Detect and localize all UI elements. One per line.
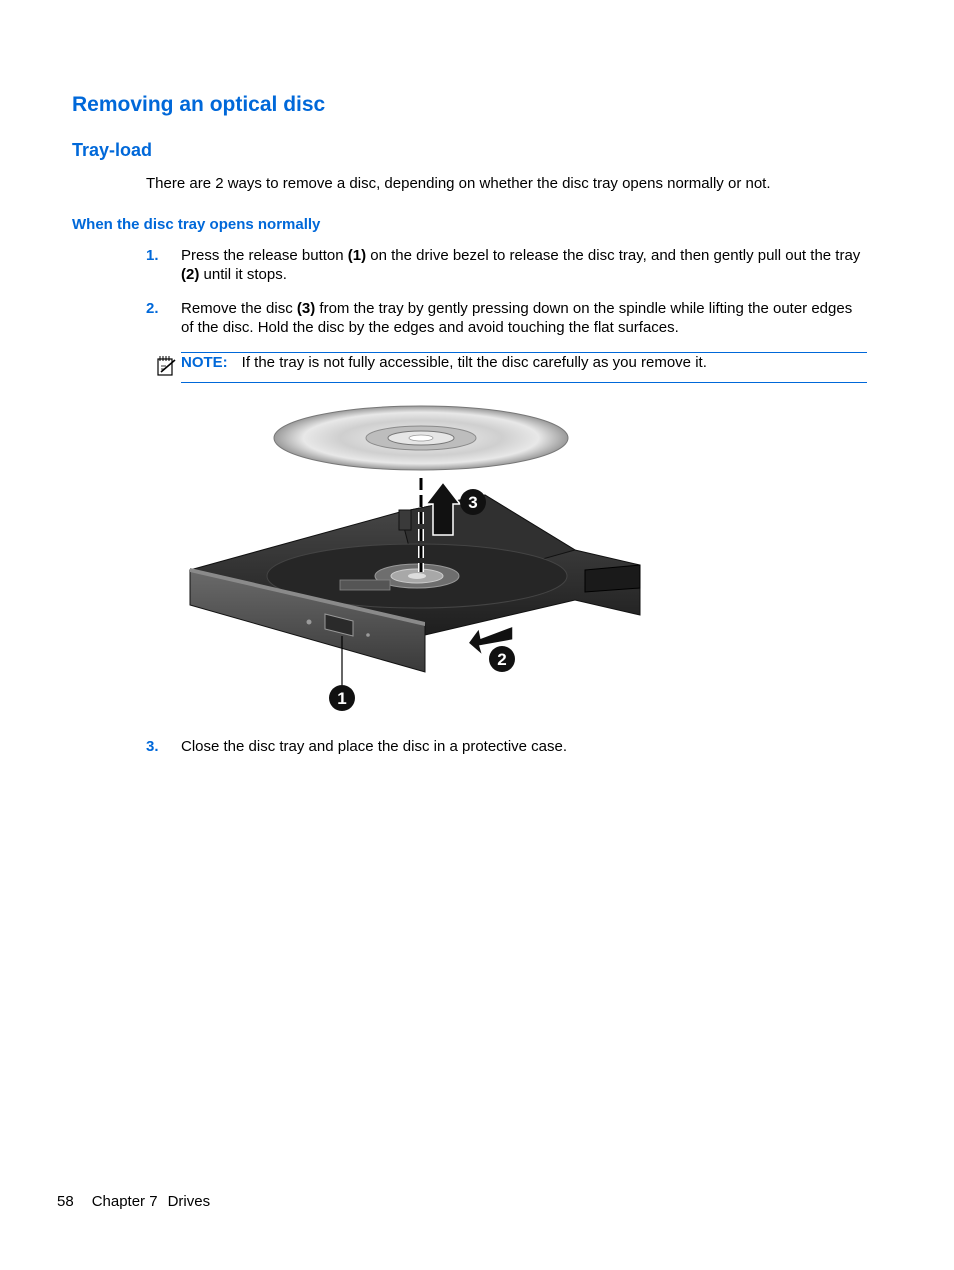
chapter-title: Drives [167,1193,211,1210]
intro-paragraph: There are 2 ways to remove a disc, depending on whether the disc tray opens normally or not. [146,175,771,192]
led-indicator [307,620,312,625]
procedure-title: When the disc tray opens normally [72,216,321,233]
disc [274,406,568,470]
optical-drive-illustration [185,400,647,716]
callout-3 [460,489,486,515]
page-number: 58 [57,1193,74,1210]
step-1 [146,246,866,284]
step-number: 2. [146,300,159,317]
svg-text:2: 2 [497,650,507,669]
page-footer [57,1192,228,1211]
svg-text:1: 1 [337,689,347,708]
step-number: 3. [146,738,159,755]
step-text: Remove the disc (3) from the tray by gently pressing down on the spindle while lifting the outer edges of the disc. Hold the disc by the edges and avoid touching the flat surfaces. [181,300,853,336]
step-number: 1. [146,247,159,264]
svg-text:3: 3 [468,493,478,512]
note-pencil-icon [156,355,178,377]
chapter-label: Chapter 7 [91,1193,158,1210]
callout-1 [329,685,355,711]
note-box [181,353,861,372]
section-subtitle: Tray-load [72,140,153,160]
step-text: Press the release button (1) on the drive bezel to release the disc tray, and then gently pull out the tray (2) until it stops. [181,247,861,283]
note-text: If the tray is not fully accessible, tilt the disc carefully as you remove it. [241,354,707,371]
page-title: Removing an optical disc [72,93,326,116]
step-3 [146,737,866,756]
note-bottom-rule [181,382,867,383]
step-text: Close the disc tray and place the disc in a protective case. [181,738,568,755]
callout-2 [489,646,515,672]
step-2 [146,299,866,337]
note-label: NOTE: [181,354,228,371]
